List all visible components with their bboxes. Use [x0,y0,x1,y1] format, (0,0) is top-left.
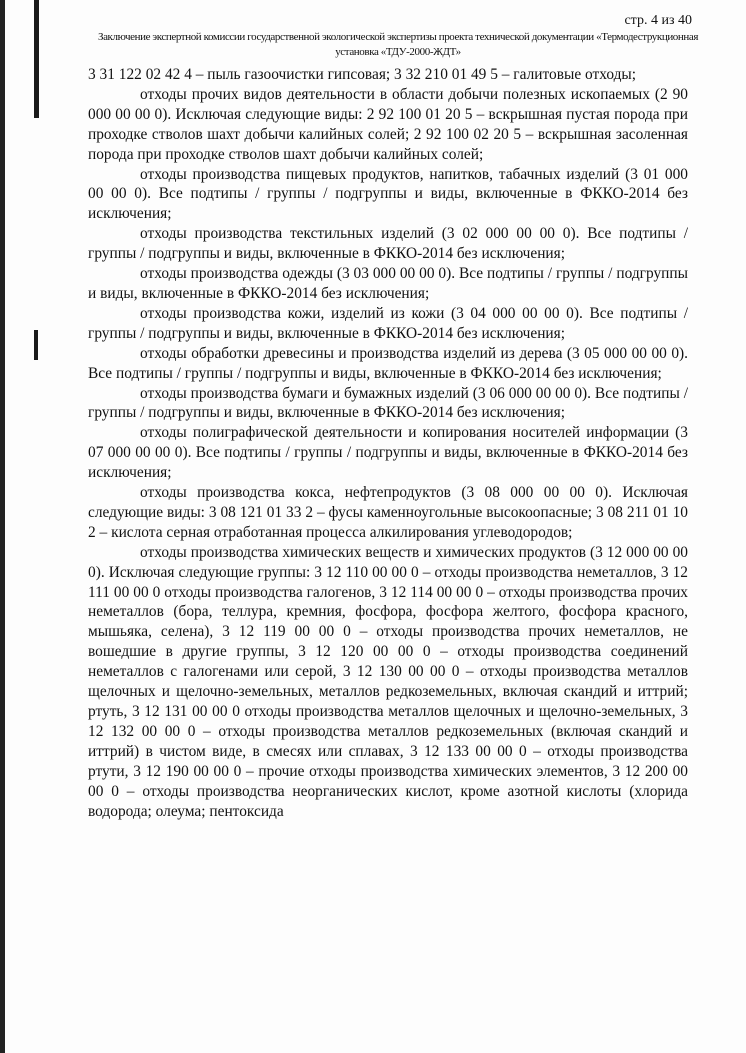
header-line-1: Заключение экспертной комиссии государственной экологической экспертизы проекта технической документации «Термодеструкционная [97,31,699,43]
scan-edge-mark [0,0,5,1053]
paragraph: отходы полиграфической деятельности и копирования носителей информации (3 07 000 00 00 0). Все подтипы / группы / подгруппы и виды, включенные в ФККО-2014 без исключения; [88,424,688,482]
scan-binding-mark-lower [34,330,38,360]
document-header [90,30,706,60]
header-line-2: установка «ТДУ-2000-ЖДТ» [335,46,461,58]
paragraph: отходы производства пищевых продуктов, напитков, табачных изделий (3 01 000 00 00 0). Все подтипы / группы / подгруппы и виды, включенные в ФККО-2014 без исключения; [88,165,688,223]
page-number: стр. 4 из 40 [624,13,692,28]
scan-binding-mark [34,0,39,118]
paragraph: отходы производства текстильных изделий (3 02 000 00 00 0). Все подтипы / группы / подгруппы и виды, включенные в ФККО-2014 без исключения; [88,225,688,263]
paragraph: отходы производства одежды (3 03 000 00 00 0). Все подтипы / группы / подгруппы и виды, включенные в ФККО-2014 без исключения; [88,265,688,302]
paragraph: отходы производства кожи, изделий из кожи (3 04 000 00 00 0). Все подтипы / группы / подгруппы и виды, включенные в ФККО-2014 без исключения; [88,304,688,342]
paragraph: отходы производства кокса, нефтепродуктов (3 08 000 00 00 0). Исключая следующие виды: 3 08 121 01 33 2 – фусы каменноугольные высокоопасные; 3 08 211 01 10 2 – кислота серная отработанная процесса алкилирования углеводородов; [88,484,688,541]
paragraph: отходы обработки древесины и производства изделий из дерева (3 05 000 00 00 0). Все подтипы / группы / подгруппы и виды, включенные в ФККО-2014 без исключения; [88,344,688,382]
paragraph: 3 31 122 02 42 4 – пыль газоочистки гипсовая; 3 32 210 01 49 5 – галитовые отходы; [88,66,637,83]
paragraph: отходы прочих видов деятельности в области добычи полезных ископаемых (2 90 000 00 00 0). Исключая следующие виды: 2 92 100 01 20 5 – вскрышная пустая порода при проходке стволов шахт добычи калийных солей; 2 92 100 02 20 5 – вскрышная засоленная порода при проходке стволов шахт добычи калийных солей; [88,85,688,163]
paragraph: отходы производства химических веществ и химических продуктов (3 12 000 00 00 0). Исключая следующие группы: 3 12 110 00 00 0 – отходы производства неметаллов, 3 12 111 00 00 0 отходы производства галогенов, 3 12 114 00 00 0 – отходы производства прочих неметаллов (бора, теллура, кремния, фосфора, фосфора желтого, фосфора красного, мышьяка, селена), 3 12 119 00 00 0 – отходы производства прочих неметаллов, не вошедшие в другие группы, 3 12 120 00 00 0 – отходы производства соединений неметаллов с галогенами или серой, 3 12 130 00 00 0 – отходы производства металлов щелочных и щелочно-земельных, металлов редкоземельных, включая скандий и иттрий; ртуть, 3 12 131 00 00 0 отходы производства металлов щелочных и щелочно-земельных, 3 12 132 00 00 0 – отходы производства металлов редкоземельных (включая скандий и иттрий) в чистом виде, в смесях или сплавах, 3 12 133 00 00 0 – отходы производства ртути, 3 12 190 00 00 0 – прочие отходы производства химических элементов, 3 12 200 00 00 0 – отходы производства неорганических кислот, кроме азотной кислоты (хлорида водорода; олеума; пентоксида [88,543,688,820]
document-body [88,65,688,821]
paragraph: отходы производства бумаги и бумажных изделий (3 06 000 00 00 0). Все подтипы / группы / подгруппы и виды, включенные в ФККО-2014 без исключения; [88,384,688,422]
